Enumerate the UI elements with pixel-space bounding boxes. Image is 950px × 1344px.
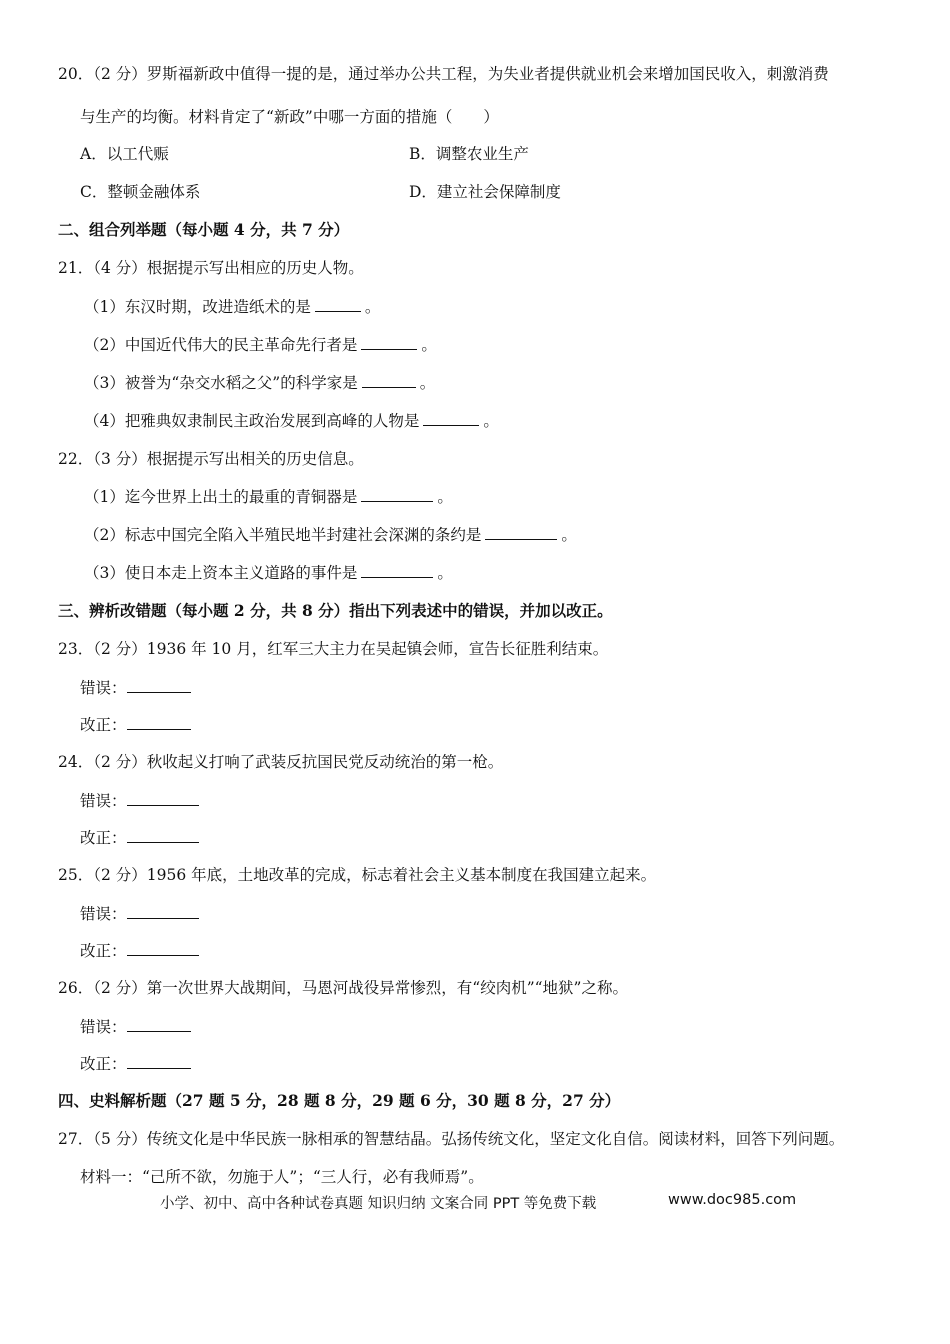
q26-stem: 26．（2 分）第一次世界大战期间，马恩河战役异常惨烈，有“绞肉机”“地狱”之称。 — [58, 979, 628, 997]
correction-answer-blank[interactable] — [127, 828, 199, 843]
q24-stem: 24．（2 分）秋收起义打响了武装反抗国民党反动统治的第一枪。 — [58, 753, 504, 771]
q25-error-row — [80, 902, 203, 924]
q22-item-1-text: （1）迄今世界上出土的最重的青铜器是 — [84, 488, 358, 506]
q22-item-1-end: 。 — [437, 488, 453, 506]
q21-item-1-text: （1）东汉时期，改进造纸术的是 — [84, 298, 311, 316]
q21-item-4-end: 。 — [483, 412, 499, 430]
footer-text: 小学、初中、高中各种试卷真题 知识归纳 文案合同 PPT 等免费下载 — [160, 1196, 597, 1212]
q22-item-3-end: 。 — [437, 564, 453, 582]
answer-blank[interactable] — [362, 373, 416, 388]
answer-blank[interactable] — [361, 487, 433, 502]
error-answer-blank[interactable] — [127, 678, 191, 693]
answer-blank[interactable] — [315, 297, 361, 312]
q23-stem: 23．（2 分）1936 年 10 月，红军三大主力在吴起镇会师，宣告长征胜利结束。 — [58, 640, 609, 658]
q20-option-b: B．调整农业生产 — [409, 145, 529, 163]
error-answer-blank[interactable] — [127, 1017, 191, 1032]
error-answer-blank[interactable] — [127, 791, 199, 806]
q21-item-2-end: 。 — [421, 336, 437, 354]
section-4-title: 四、史料解析题（27 题 5 分，28 题 8 分，29 题 6 分，30 题 8 分，27 分） — [58, 1091, 621, 1110]
q22-item-3 — [84, 561, 453, 583]
correction-label: 改正： — [80, 942, 127, 960]
error-label: 错误： — [80, 1018, 127, 1036]
error-label: 错误： — [80, 679, 127, 697]
correction-answer-blank[interactable] — [127, 1054, 191, 1069]
q24-correction-row — [80, 826, 203, 848]
q23-correction-row — [80, 713, 195, 735]
error-label: 错误： — [80, 792, 127, 810]
q21-item-3-end: 。 — [419, 374, 436, 392]
q21-item-4-text: （4）把雅典奴隶制民主政治发展到高峰的人物是 — [84, 412, 420, 430]
q22-item-1 — [84, 485, 453, 507]
q27-material-1: 材料一：“己所不欲，勿施于人”；“三人行，必有我师焉”。 — [80, 1168, 484, 1186]
q21-item-4 — [84, 409, 499, 431]
q26-error-row — [80, 1015, 195, 1037]
q21-item-1-end: 。 — [364, 298, 381, 316]
q25-stem: 25．（2 分）1956 年底，土地改革的完成，标志着社会主义基本制度在我国建立起来。 — [58, 866, 657, 884]
q27-stem: 27．（5 分）传统文化是中华民族一脉相承的智慧结晶。弘扬传统文化，坚定文化自信。阅读材料，回答下列问题。 — [58, 1130, 845, 1148]
q23-error-row — [80, 676, 195, 698]
answer-blank[interactable] — [361, 335, 417, 350]
q21-stem: 21．（4 分）根据提示写出相应的历史人物。 — [58, 259, 364, 277]
answer-blank[interactable] — [423, 411, 479, 426]
q25-correction-row — [80, 939, 203, 961]
q20-option-a: A．以工代赈 — [80, 145, 169, 163]
q24-error-row — [80, 789, 203, 811]
q21-item-3 — [84, 371, 435, 393]
correction-answer-blank[interactable] — [127, 715, 191, 730]
correction-label: 改正： — [80, 716, 127, 734]
q22-item-2-end: 。 — [561, 526, 577, 544]
correction-label: 改正： — [80, 1055, 127, 1073]
q21-item-3-text: （3）被誉为“杂交水稻之父”的科学家是 — [84, 374, 358, 392]
q22-item-2 — [84, 523, 577, 545]
q22-stem: 22．（3 分）根据提示写出相关的历史信息。 — [58, 450, 364, 468]
correction-answer-blank[interactable] — [127, 941, 199, 956]
q20-stem-line1: 20．（2 分）罗斯福新政中值得一提的是，通过举办公共工程，为失业者提供就业机会来增加国民收入，刺激消费 — [58, 65, 829, 83]
q21-item-2 — [84, 333, 437, 355]
section-3-title: 三、辨析改错题（每小题 2 分，共 8 分）指出下列表述中的错误，并加以改正。 — [58, 601, 613, 620]
footer-site-link[interactable]: www.doc985.com — [668, 1192, 797, 1208]
q20-option-d: D．建立社会保障制度 — [409, 183, 561, 201]
q26-correction-row — [80, 1052, 195, 1074]
answer-blank[interactable] — [485, 525, 557, 540]
q22-item-2-text: （2）标志中国完全陷入半殖民地半封建社会深渊的条约是 — [84, 526, 482, 544]
q22-item-3-text: （3）使日本走上资本主义道路的事件是 — [84, 564, 358, 582]
q20-option-c: C．整顿金融体系 — [80, 183, 201, 201]
q20-stem-line2: 与生产的均衡。材料肯定了“新政”中哪一方面的措施（ ） — [80, 108, 499, 126]
section-2-title: 二、组合列举题（每小题 4 分，共 7 分） — [58, 220, 350, 239]
error-answer-blank[interactable] — [127, 904, 199, 919]
q21-item-1 — [84, 295, 380, 317]
error-label: 错误： — [80, 905, 127, 923]
answer-blank[interactable] — [361, 563, 433, 578]
correction-label: 改正： — [80, 829, 127, 847]
q21-item-2-text: （2）中国近代伟大的民主革命先行者是 — [84, 336, 358, 354]
